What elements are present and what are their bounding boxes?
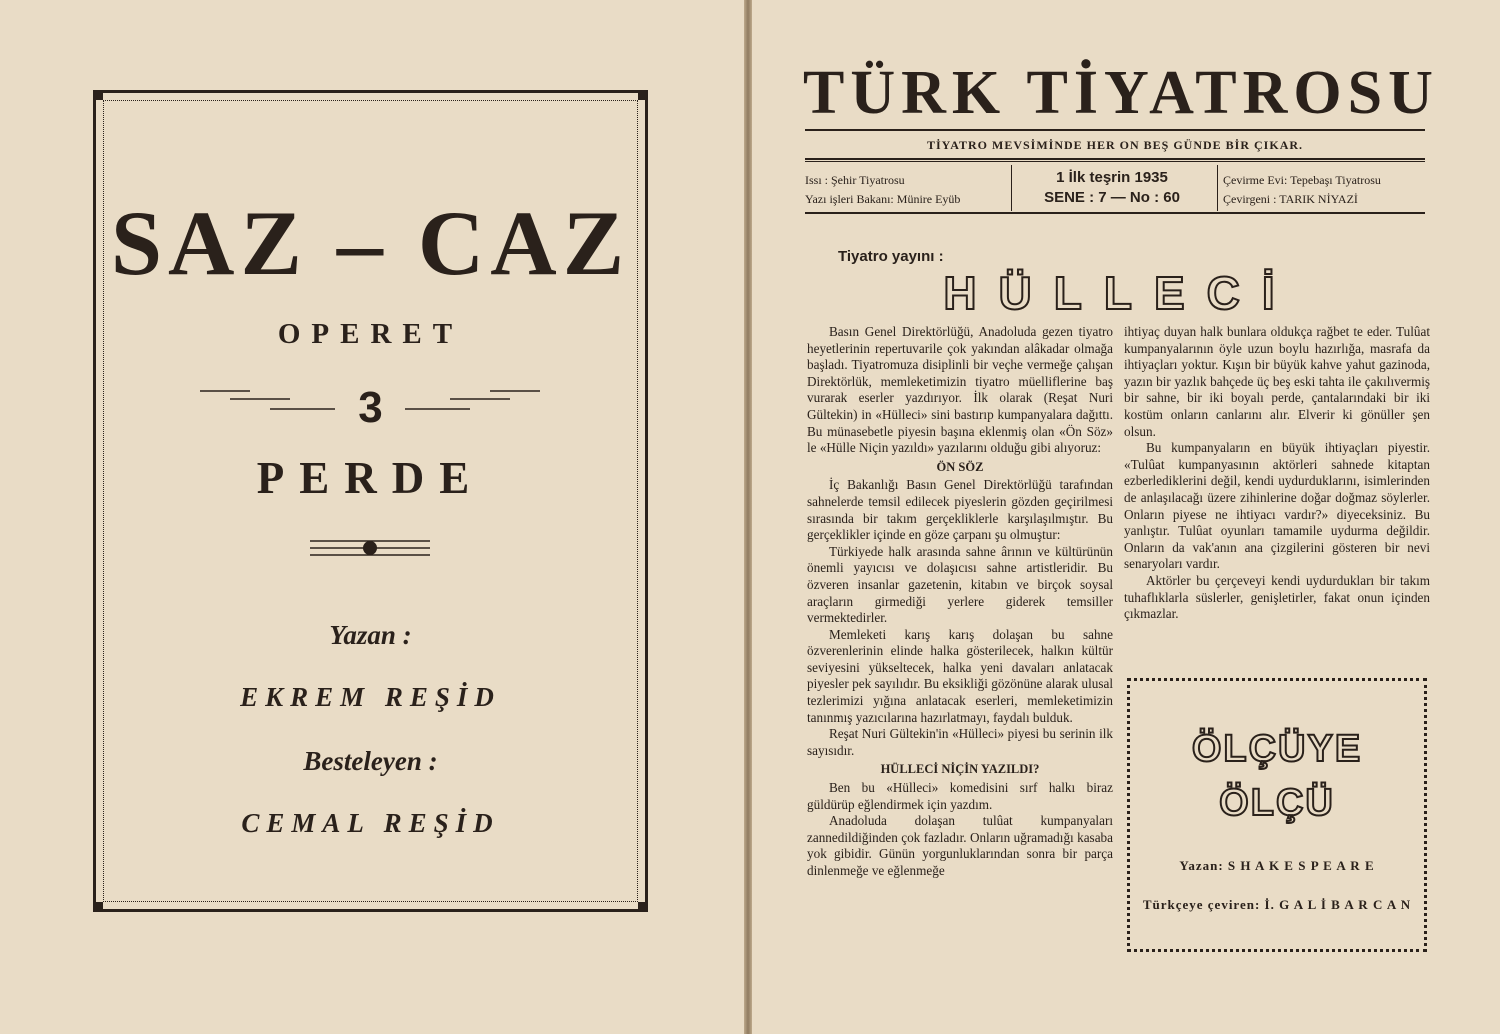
tagline: TİYATRO MEVSİMİNDE HER ON BEŞ GÜNDE BİR ÇIKAR. bbox=[926, 138, 1304, 152]
composer-name: CEMAL REŞİD bbox=[241, 808, 500, 838]
info-divider bbox=[1011, 165, 1012, 211]
composer-label: Besteleyen : bbox=[303, 746, 438, 776]
paragraph: Bu kumpanyaların en büyük ihtiyaçları piyestir. «Tulûat kumpanyasının aktörleri sahnede kitaptan ezberlediklerini değil, kendi uydurduklarını, isimlerinden de anlaşılacağı üzere zihinlerine doğar doğmaz söylerler. Onların piyese ne ihtiyacı vardır?» diyeceksiniz. Bu yanlıştır. Tulûat oyunları tamamile uydurma değildir. Onların da vak'anın ana çizgilerini gösteren bir nevi senaryoları vardır. bbox=[1124, 440, 1430, 572]
frame-corner bbox=[93, 902, 103, 912]
info-rule-bottom bbox=[805, 212, 1425, 214]
article-column-2 bbox=[1124, 324, 1430, 623]
manager-line: Çevirgeni : TARIK NİYAZİ bbox=[1223, 192, 1358, 206]
printer-line: Çevirme Evi: Tepebaşı Tiyatrosu bbox=[1223, 173, 1381, 187]
info-rule-top bbox=[805, 158, 1425, 160]
ad-author: Yazan: S H A K E S P E A R E bbox=[1179, 858, 1375, 873]
editor-line: Yazı işleri Bakanı: Münire Eyüb bbox=[805, 192, 961, 206]
paragraph: Türkiyede halk arasında sahne ârının ve kültürünün önemli yayıcısı ve dolaşıcısı sahne artistleridir. Bu özveren insanlar gazetenin, kitabın ve birçok soysal araçların girmediği yerlere giderek temsiller vermektedirler. bbox=[807, 543, 1113, 626]
act-count: 3 bbox=[358, 383, 383, 432]
section-label: Tiyatro yayını : bbox=[838, 248, 944, 265]
author-label: Yazan : bbox=[329, 620, 412, 650]
paragraph: Reşat Nuri Gültekin'in «Hülleci» piyesi bu serinin ilk sayısıdır. bbox=[807, 726, 1113, 758]
masthead: TÜRK TİYATROSU bbox=[803, 59, 1439, 127]
article-headline: HÜLLECİ bbox=[943, 267, 1297, 319]
ad-title-line-1: ÖLÇÜYE bbox=[1191, 728, 1363, 770]
publisher-line: Issı : Şehir Tiyatrosu bbox=[805, 173, 905, 187]
article-column-1 bbox=[807, 324, 1113, 880]
section-heading: ÖN SÖZ bbox=[936, 459, 984, 474]
issue-number: SENE : 7 — No : 60 bbox=[1044, 189, 1180, 206]
play-title: SAZ – CAZ bbox=[110, 192, 631, 294]
frame-corner bbox=[638, 902, 648, 912]
paragraph: Aktörler bu çerçeveyi kendi uydurdukları bir takım tuhaflıklarla süslerler, genişletirler, fakat onun içinden çıkmazlar. bbox=[1124, 572, 1430, 622]
info-right bbox=[1223, 171, 1381, 209]
paragraph: ihtiyaç duyan halk bunlara oldukça rağbet te eder. Tulûat kumpanyalarının öyle uzun boylu hazırlığa, masrafa da ihtiyaçları yoktur. Kışın bir büyük kahve yahut gazinoda, yazın bir yazlık bahçede üç beş eski tahta ile çakılıvermiş bir sahne, bir iki boyalı perde, çantalarındaki bir iki kostüm onların canlarını alır. Elverir ki gönüller şen olsun. bbox=[1124, 324, 1430, 439]
page-gutter bbox=[744, 0, 752, 1034]
ad-translator: Türkçeye çeviren: İ. G A L İ B A R C A N bbox=[1142, 897, 1412, 912]
frame-corner bbox=[638, 90, 648, 100]
info-rule-top-thin bbox=[805, 161, 1425, 162]
article-intro: Basın Genel Direktörlüğü, Anadoluda gezen tiyatro heyetlerinin repertuvarile çok yakından alâkadar olmağa başladı. Tiyatromuza disiplinli bir veçhe vermeğe çalışan Direktörlük, memleketimizin tiyatro müelliflerine baş vurarak eserler yazdırıyor. İlk olarak (Reşat Nuri Gültekin) in «Hülleci» sini bastırıp kumpanyalara dağıttı. Bu münasebetle piyesin başına eklenmiş olan «Ön Söz» le «Hülle Niçin yazıldı» yazılarını olduğu gibi alıyoruz: bbox=[807, 324, 1113, 456]
paragraph: Anadoluda dolaşan tulûat kumpanyaları zannedildiğinden çok fazladır. Onların uğramadığı kasaba yok gibidir. Günün yorgunluklarından sonra bir parça dinlenmeğe ve eğlenmeğe bbox=[807, 813, 1113, 878]
section-heading: HÜLLECİ NİÇİN YAZILDI? bbox=[880, 762, 1040, 777]
masthead-rule bbox=[805, 129, 1425, 131]
act-word: PERDE bbox=[256, 453, 485, 503]
author-name: EKREM REŞİD bbox=[240, 682, 501, 712]
info-divider bbox=[1217, 165, 1218, 211]
info-center bbox=[1013, 168, 1211, 208]
info-left bbox=[805, 171, 960, 209]
issue-date: 1 İlk teşrin 1935 bbox=[1056, 169, 1168, 186]
paragraph: Ben bu «Hülleci» komedisini sırf halkı biraz güldürüp eğlendirmek için yazdım. bbox=[807, 780, 1113, 812]
paragraph: Memleketi karış karış dolaşan bu sahne özverenlerinin elinde halka gösterilecek, halkın kültür seviyesini yükseltecek, halka yeni davaları anlatacak piyesler pek sayılıdır. Bu eksikliği gözönüne alarak ulusal tezlerimizi yığına anlatacak eserleri, memleketimizin tanınmış yazıcılarına hazırlatmayı, faydalı bulduk. bbox=[807, 626, 1113, 725]
paragraph: İç Bakanlığı Basın Genel Direktörlüğü tarafından sahnelerde temsil edilecek piyeslerin gözden geçirilmesi sırasında bir takım gerçekliklerle karşılaşılmıştır. Bu gerçeklikler içinde en göze çarpanı şu olmuştur: bbox=[807, 477, 1113, 543]
frame-corner bbox=[93, 90, 103, 100]
play-genre: OPERET bbox=[277, 318, 464, 350]
ad-title-line-2: ÖLÇÜ bbox=[1219, 782, 1335, 824]
ornament-divider bbox=[310, 536, 430, 560]
